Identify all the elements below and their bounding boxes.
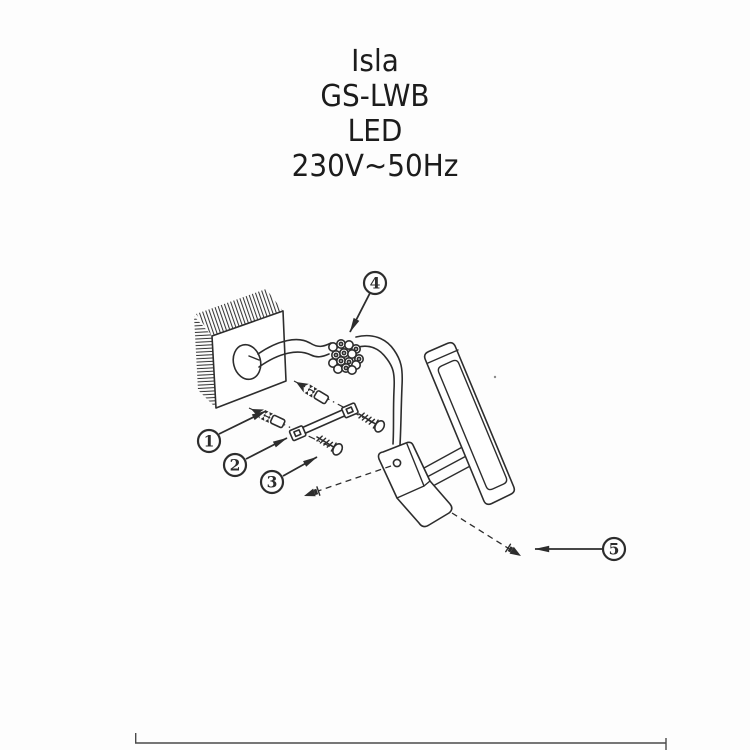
mounting-bracket [289,403,359,441]
page-frame-fragment [135,733,666,750]
callout-3 [261,457,317,493]
wire-connector [329,340,363,374]
callout-1 [198,411,266,452]
fixing-guide-right [452,513,511,550]
product-voltage: 230V~50Hz [291,149,459,184]
callout-1-number: 1 [203,431,215,451]
callout-2-number: 2 [229,455,241,475]
callout-3-number: 3 [266,472,278,492]
fixing-screw-right [506,544,524,560]
mounting-screw-right [356,409,386,434]
callout-4-number: 4 [369,273,381,293]
product-type: LED [347,114,403,149]
wall-section [194,289,286,408]
lamp-bar [425,343,515,505]
speck [494,376,496,378]
fixing-screw-left [303,487,320,500]
callout-2 [224,438,287,476]
product-name: Isla [351,44,399,79]
fixing-guide-left [318,466,391,491]
callout-5-number: 5 [608,539,620,559]
wall-anchor-upper [293,378,329,405]
callout-5 [535,538,625,560]
lamp-canopy [379,442,452,526]
mounting-screw-left [314,432,344,457]
callout-4 [350,272,386,332]
canopy-screw-hole [393,459,400,466]
product-model: GS-LWB [320,79,430,114]
